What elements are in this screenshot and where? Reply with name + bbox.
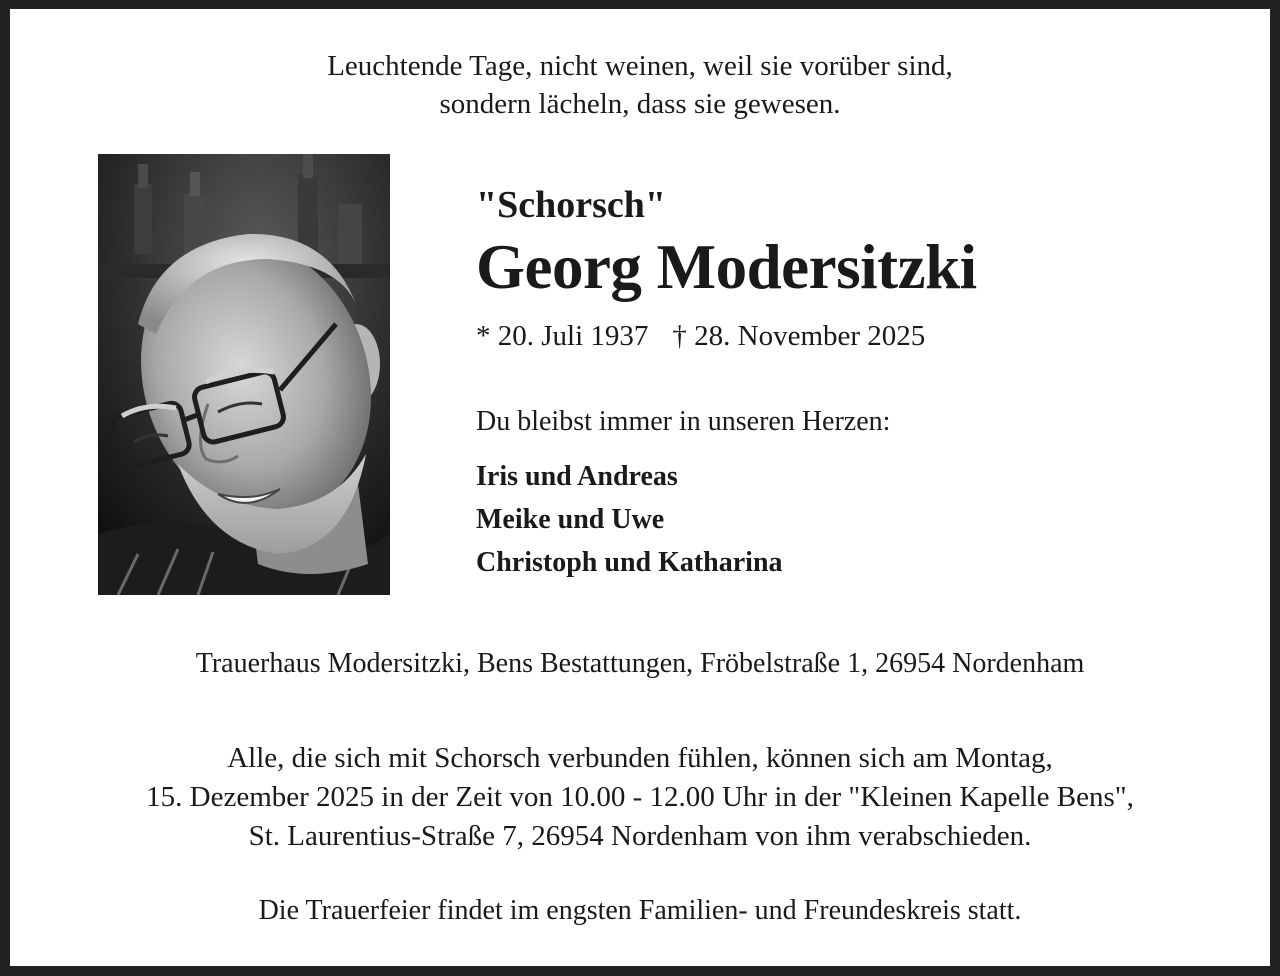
family-list [476, 455, 1236, 584]
farewell-info [10, 739, 1270, 856]
family-member: Iris und Andreas [476, 461, 678, 492]
nickname: "Schorsch" [476, 184, 666, 226]
motto-line-2: sondern lächeln, dass sie gewesen. [439, 88, 841, 120]
family-member: Meike und Uwe [476, 504, 665, 535]
life-dates [476, 317, 1236, 355]
farewell-line-3: St. Laurentius-Straße 7, 26954 Nordenham von ihm verabschieden. [248, 820, 1032, 852]
name-block [476, 181, 1236, 584]
farewell-line-2: 15. Dezember 2025 in der Zeit von 10.00 - 12.00 Uhr in der "Kleinen Kapelle Bens", [146, 781, 1134, 813]
ceremony-note: Die Trauerfeier findet im engsten Familien- und Freundeskreis statt. [258, 895, 1022, 926]
motto-quote [10, 47, 1270, 123]
farewell-line-1: Alle, die sich mit Schorsch verbunden fühlen, können sich am Montag, [227, 742, 1053, 774]
family-member: Christoph und Katharina [476, 547, 783, 578]
portrait-photo-icon [98, 154, 390, 595]
mourning-house-address: Trauerhaus Modersitzki, Bens Bestattungen, Fröbelstraße 1, 26954 Nordenham [195, 648, 1085, 679]
deceased-name: Georg Modersitzki [476, 232, 977, 302]
birth-date: * 20. Juli 1937 [476, 320, 649, 352]
death-date: † 28. November 2025 [672, 320, 926, 352]
motto-line-1: Leuchtende Tage, nicht weinen, weil sie vorüber sind, [327, 50, 953, 82]
portrait-photo [98, 154, 390, 595]
family-intro: Du bleibst immer in unseren Herzen: [476, 406, 891, 437]
